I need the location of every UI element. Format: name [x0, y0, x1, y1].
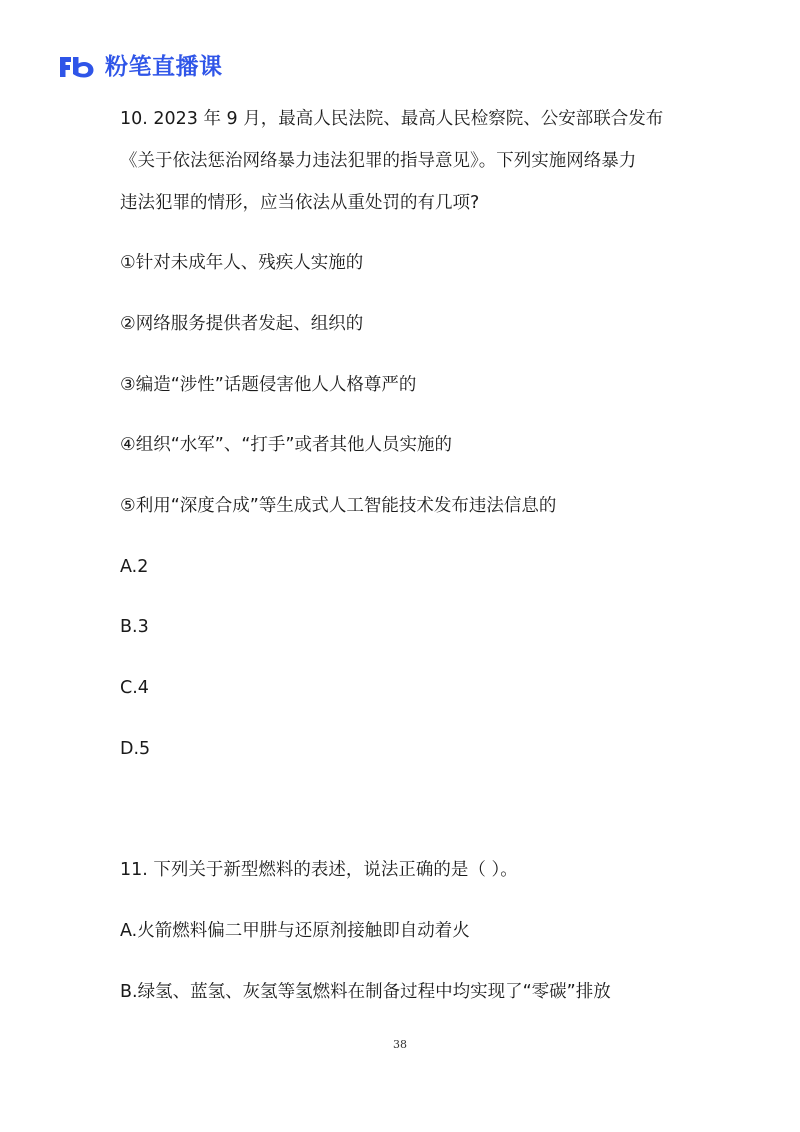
question-10-stem-line-3: 违法犯罪的情形，应当依法从重处罚的有几项? — [120, 193, 480, 213]
header — [57, 52, 223, 82]
question-10-option-b: B.3 — [120, 617, 149, 637]
question-10-statement-4: ④组织“水军”、“打手”或者其他人员实施的 — [120, 435, 452, 455]
question-10-option-a: A.2 — [120, 557, 149, 577]
question-11-option-a: A.火箭燃料偏二甲肼与还原剂接触即自动着火 — [120, 921, 470, 941]
question-10-statement-3: ③编造“涉性”话题侵害他人人格尊严的 — [120, 375, 417, 395]
brand-name: 粉笔直播课 — [105, 54, 223, 80]
question-11-stem: 11. 下列关于新型燃料的表述，说法正确的是（ ）。 — [120, 860, 518, 880]
fb-logo-icon — [57, 54, 97, 80]
question-10-stem-line-2: 《关于依法惩治网络暴力违法犯罪的指导意见》。下列实施网络暴力 — [120, 151, 637, 171]
question-10-statement-1: ①针对未成年人、残疾人实施的 — [120, 253, 364, 273]
question-10-option-c: C.4 — [120, 678, 149, 698]
question-10-statement-2: ②网络服务提供者发起、组织的 — [120, 314, 364, 334]
question-10-option-d: D.5 — [120, 739, 151, 759]
question-10-stem-line-1: 10. 2023 年 9 月，最高人民法院、最高人民检察院、公安部联合发布 — [120, 109, 664, 129]
question-10-statement-5: ⑤利用“深度合成”等生成式人工智能技术发布违法信息的 — [120, 496, 557, 516]
question-11-option-b: B.绿氢、蓝氢、灰氢等氢燃料在制备过程中均实现了“零碳”排放 — [120, 982, 611, 1002]
page-number: 38 — [393, 1038, 407, 1051]
